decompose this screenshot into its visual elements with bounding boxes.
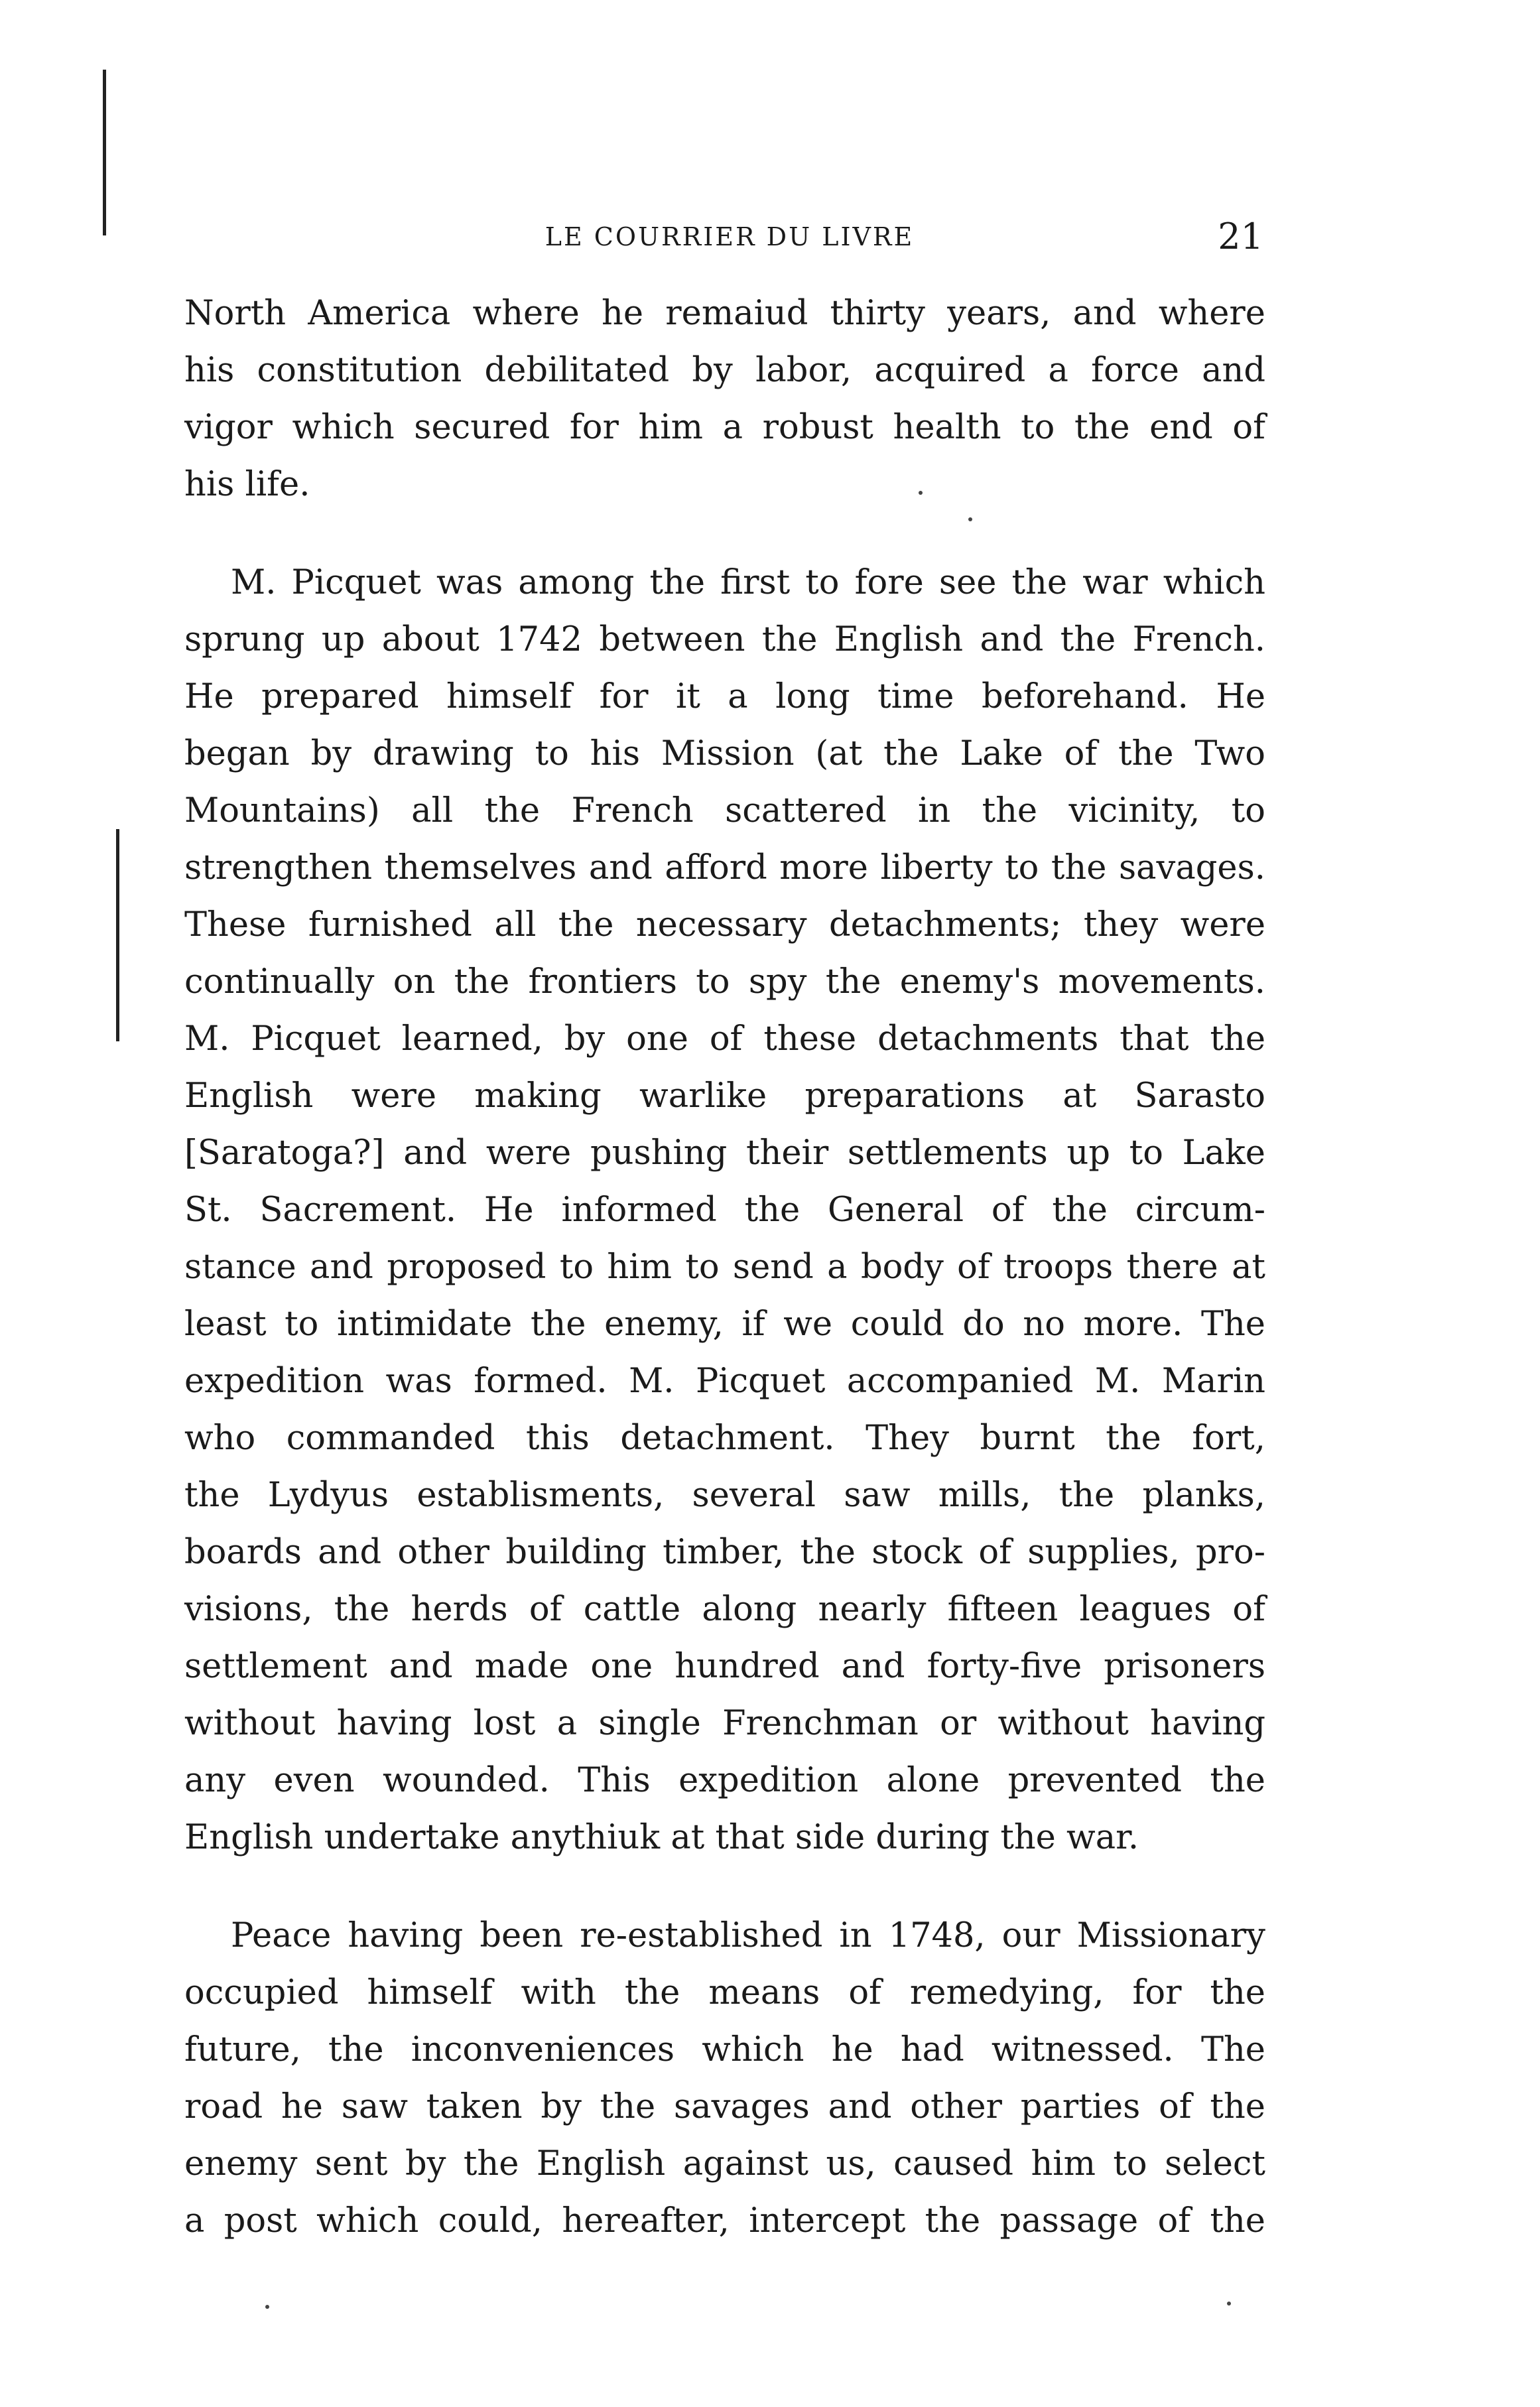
text-line: Mountains) all the French scattered in the vicinity, to <box>184 791 1265 830</box>
text-line: strengthen themselves and afford more liberty to the savages. <box>184 848 1265 887</box>
text-line: any even wounded. This expedition alone prevented the <box>184 1761 1265 1800</box>
text-line: [Saratoga?] and were pushing their settlements up to Lake <box>184 1134 1265 1173</box>
scan-margin-mark <box>116 829 119 1041</box>
paragraph <box>184 1908 1265 2250</box>
text-line: a post which could, hereafter, intercept the passage of the <box>184 2201 1265 2241</box>
text-line: occupied himself with the means of remedying, for the <box>184 1973 1265 2012</box>
page-number: 21 <box>1218 216 1263 257</box>
speck <box>1227 2302 1231 2306</box>
text-line: the Lydyus establisments, several saw mills, the planks, <box>184 1476 1265 1515</box>
text-line: M. Picquet learned, by one of these detachments that the <box>184 1019 1265 1059</box>
text-line: continually on the frontiers to spy the enemy's movements. <box>184 962 1265 1002</box>
text-line: expedition was formed. M. Picquet accompanied M. Marin <box>184 1362 1265 1401</box>
text-line: stance and proposed to him to send a body of troops there at <box>184 1248 1265 1287</box>
text-line: his constitution debilitated by labor, acquired a force and <box>184 351 1265 390</box>
paragraph <box>184 285 1265 513</box>
text-line: These furnished all the necessary detachments; they were <box>184 905 1265 944</box>
scan-margin-mark <box>103 70 106 235</box>
text-line: North America where he remaiud thirty years, and where <box>184 294 1265 333</box>
text-line: settlement and made one hundred and forty-five prisoners <box>184 1647 1265 1686</box>
text-line: road he saw taken by the savages and other parties of the <box>184 2087 1265 2126</box>
text-line: M. Picquet was among the first to fore see the war which <box>231 563 1265 602</box>
text-line: English were making warlike preparations at Sarasto <box>184 1076 1265 1116</box>
text-line: boards and other building timber, the stock of supplies, pro- <box>184 1533 1265 1572</box>
running-head: LE COURRIER DU LIVRE <box>545 222 915 251</box>
text-line: sprung up about 1742 between the English and the French. <box>184 620 1265 659</box>
text-line: enemy sent by the English against us, caused him to select <box>184 2144 1265 2183</box>
text-line: vigor which secured for him a robust health to the end of <box>184 408 1265 447</box>
text-line: visions, the herds of cattle along nearly fifteen leagues of <box>184 1590 1265 1629</box>
text-line: English undertake anythiuk at that side during the war. <box>184 1818 1139 1857</box>
text-line: least to intimidate the enemy, if we could do no more. The <box>184 1305 1265 1344</box>
text-line: who commanded this detachment. They burnt the fort, <box>184 1419 1265 1458</box>
page-header <box>186 216 1273 262</box>
speck <box>265 2305 269 2309</box>
text-line: future, the inconveniences which he had witnessed. The <box>184 2030 1265 2069</box>
text-line: his life. <box>184 465 310 504</box>
text-line: St. Sacrement. He informed the General of the circum- <box>184 1191 1265 1230</box>
text-line: began by drawing to his Mission (at the Lake of the Two <box>184 734 1265 773</box>
text-line: Peace having been re-established in 1748, our Missionary <box>231 1916 1265 1955</box>
text-line: without having lost a single Frenchman or without having <box>184 1704 1265 1743</box>
body-text <box>184 285 1265 2291</box>
text-line: He prepared himself for it a long time beforehand. He <box>184 677 1265 716</box>
paragraph <box>184 554 1265 1866</box>
